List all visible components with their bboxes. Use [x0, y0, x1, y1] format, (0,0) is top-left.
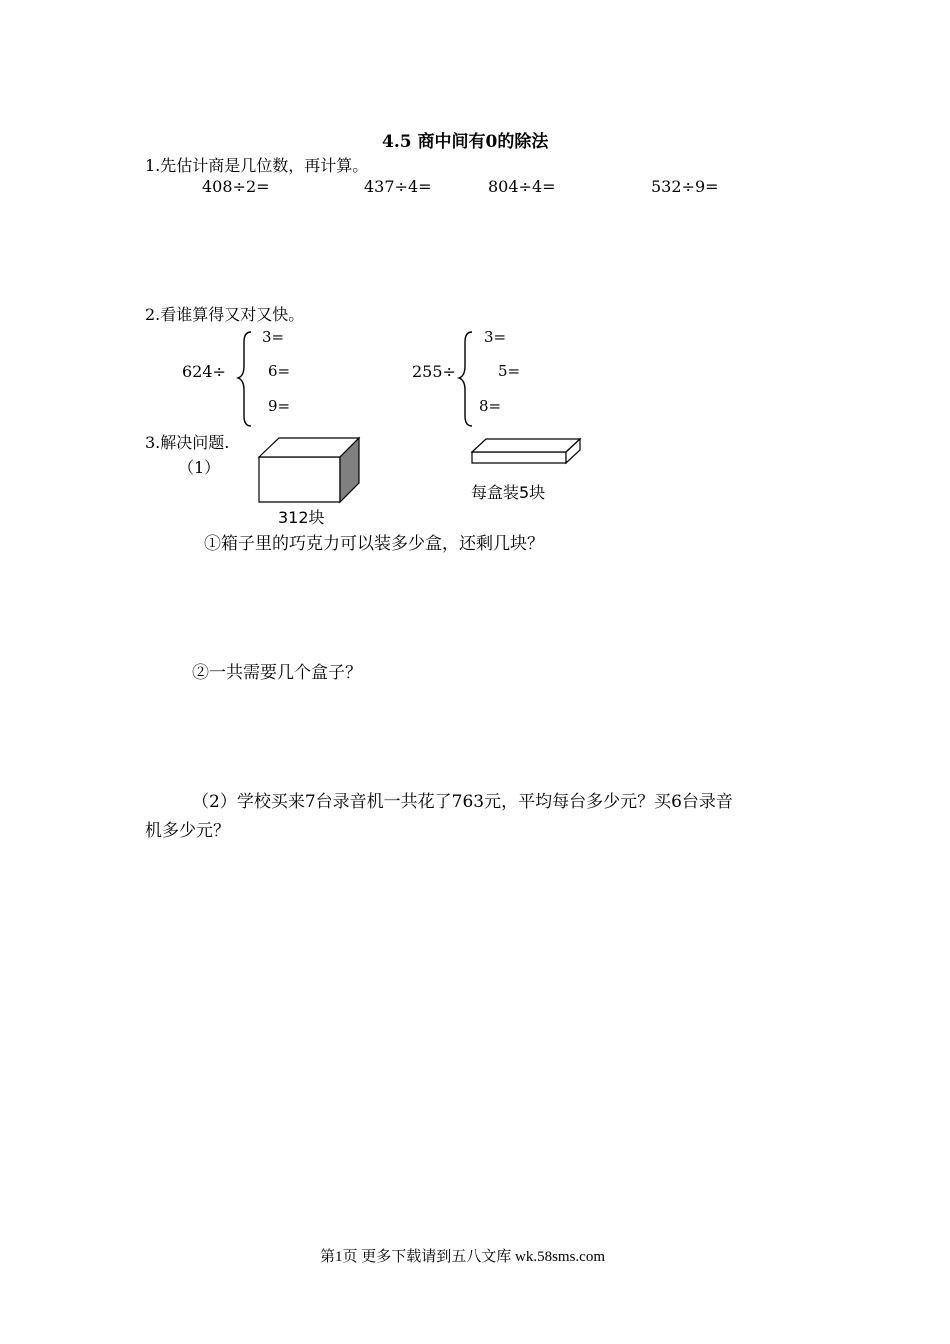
q1-problem-1: 408÷2= — [202, 177, 270, 196]
group-1-brace-icon — [236, 330, 256, 430]
part-2-text-line-1: （2）学校买来7台录音机一共花了763元，平均每台多少元？买6台录音 — [192, 792, 733, 812]
small-box-icon — [471, 438, 583, 466]
group-1-divisor-2: 6= — [268, 362, 291, 380]
group-2-dividend: 255÷ — [412, 362, 456, 381]
part-1-question-1: ①箱子里的巧克力可以装多少盒，还剩几块？ — [204, 534, 544, 554]
page-footer: 第1页 更多下载请到五八文库 wk.58sms.com — [320, 1249, 606, 1265]
group-1-dividend: 624÷ — [182, 362, 226, 381]
part-2-text-line-2: 机多少元？ — [145, 821, 230, 841]
group-2-brace-icon — [457, 330, 477, 430]
question-1-heading: 1.先估计商是几位数，再计算。 — [145, 156, 369, 175]
large-box-icon — [258, 437, 362, 505]
part-1-question-2: ②一共需要几个盒子？ — [192, 663, 362, 683]
question-2-heading: 2.看谁算得又对又快。 — [145, 305, 305, 324]
group-2-divisor-2: 5= — [498, 362, 521, 380]
group-1-divisor-3: 9= — [268, 397, 291, 415]
small-box-caption: 每盒装5块 — [471, 483, 546, 502]
group-1-divisor-1: 3= — [262, 328, 285, 346]
q1-problem-3: 804÷4= — [488, 177, 556, 196]
large-box-caption: 312块 — [278, 508, 325, 527]
page-title: 4.5 商中间有0的除法 — [382, 132, 549, 152]
part-1-label: （1） — [178, 458, 221, 477]
group-2-divisor-1: 3= — [484, 328, 507, 346]
q1-problem-4: 532÷9= — [651, 177, 719, 196]
q1-problem-2: 437÷4= — [364, 177, 432, 196]
group-2-divisor-3: 8= — [479, 397, 502, 415]
question-3-heading: 3.解决问题. — [145, 433, 230, 452]
